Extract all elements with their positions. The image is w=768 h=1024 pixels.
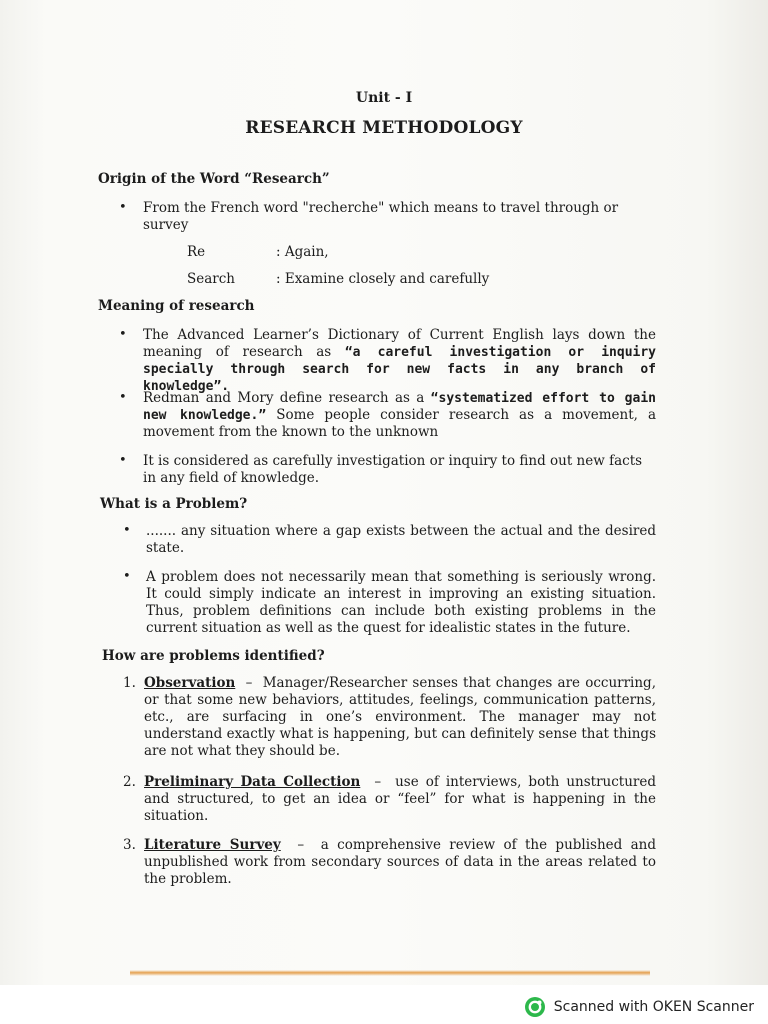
- scanner-text: Scanned with OKEN Scanner: [553, 999, 754, 1015]
- meaning-bullet-2-rest: Some people consider research as a movement, a movement from the known to the unknown: [143, 407, 656, 440]
- list-number: 1.: [123, 675, 136, 691]
- bullet-icon: •: [123, 523, 131, 538]
- meaning-bullet-3: It is considered as carefully investigation or inquiry to find out new facts in any field of knowledge.: [143, 453, 643, 486]
- section-heading-origin: Origin of the Word “Research”: [98, 171, 330, 187]
- list-number: 2.: [123, 774, 136, 790]
- list-item-text: use of interviews, both unstructured and structured, to get an idea or “feel” for what is happening in the situation.: [144, 774, 656, 824]
- def-term-re: Re: [187, 244, 206, 260]
- list-item-preliminary-data: [144, 774, 656, 825]
- scanner-watermark: [524, 996, 754, 1018]
- list-item-dash: –: [280, 837, 321, 853]
- bullet-icon: •: [119, 390, 127, 405]
- def-desc-re: : Again,: [276, 244, 329, 260]
- page-edge-mark: [130, 970, 650, 976]
- meaning-bullet-2-quote: “systematized effort to gain new knowledge.”: [143, 391, 656, 423]
- list-item-term: Literature Survey: [144, 837, 281, 853]
- page-title: RESEARCH METHODOLOGY: [245, 118, 523, 138]
- section-heading-problem: What is a Problem?: [100, 496, 248, 512]
- meaning-bullet-1: [143, 327, 656, 395]
- problem-bullet-2: A problem does not necessarily mean that something is seriously wrong. It could simply indicate an interest in improving an existing situation. Thus, problem definitions can include both existing problems in the current situation as well as the quest for idealistic states in the future.: [146, 569, 656, 636]
- list-item-observation: [144, 675, 656, 760]
- def-desc-search: : Examine closely and carefully: [276, 271, 490, 287]
- list-item-term: Preliminary Data Collection: [144, 774, 361, 790]
- meaning-bullet-2: [143, 390, 656, 441]
- list-number: 3.: [123, 837, 136, 853]
- bullet-icon: •: [123, 569, 131, 584]
- meaning-bullet-1-quote: “a careful investigation or inquiry specially through search for new facts in any branch of knowledge”.: [143, 345, 657, 394]
- meaning-bullet-2-text: Redman and Mory define research as a: [143, 390, 431, 406]
- meaning-bullet-1-text: The Advanced Learner’s Dictionary of Current English lays down the meaning of research as: [143, 327, 656, 360]
- bullet-icon: •: [119, 327, 127, 342]
- section-heading-meaning: Meaning of research: [98, 298, 255, 314]
- section-heading-identified: How are problems identified?: [102, 648, 325, 664]
- problem-bullet-1: ....... any situation where a gap exists between the actual and the desired state.: [146, 523, 656, 556]
- bullet-icon: •: [119, 453, 127, 468]
- oken-scanner-logo-icon: [524, 996, 546, 1018]
- list-item-dash: –: [360, 774, 396, 790]
- bullet-icon: •: [119, 200, 127, 215]
- list-item-dash: –: [235, 675, 263, 691]
- list-item-term: Observation: [144, 675, 236, 691]
- origin-bullet: From the French word "recherche" which means to travel through or survey: [143, 200, 619, 233]
- list-item-text: a comprehensive review of the published and unpublished work from secondary sources of data in the areas related to the problem.: [144, 837, 657, 887]
- unit-label: Unit - I: [355, 90, 413, 106]
- def-term-search: Search: [187, 271, 235, 287]
- list-item-text: Manager/Researcher senses that changes are occurring, or that some new behaviors, attitudes, feelings, communication patterns, etc., are surfacing in one’s environment. The manager may not understand exactly what is happening, but can definitely sense that things are not what they should be.: [144, 675, 656, 759]
- list-item-literature-survey: [144, 837, 656, 888]
